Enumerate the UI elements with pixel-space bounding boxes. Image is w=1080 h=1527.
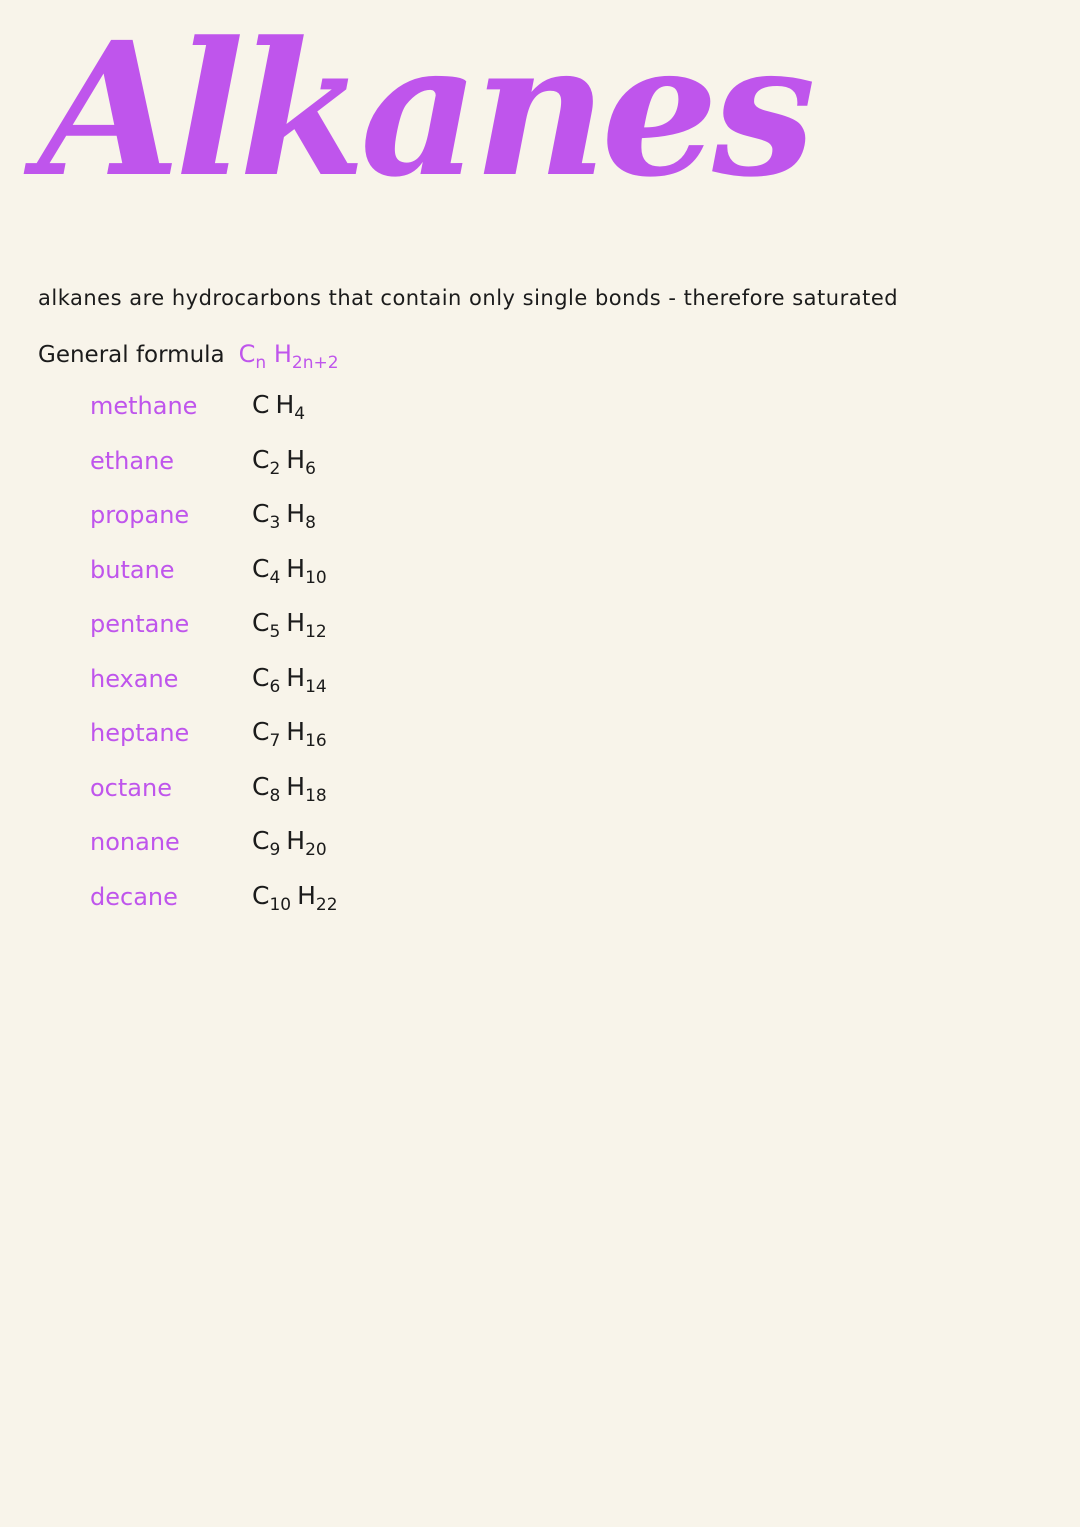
hydrogen-subscript: 8: [305, 513, 316, 533]
hydrogen-part: [286, 717, 327, 751]
alkane-formula: [252, 717, 327, 751]
alkane-name: nonane: [90, 828, 180, 856]
carbon-subscript: 6: [269, 676, 281, 697]
hydrogen-subscript: 18: [305, 785, 327, 806]
hydrogen-part: [286, 771, 327, 806]
formula-hydrogen-subscript: 2n+2: [291, 353, 339, 373]
general-formula-line: [38, 340, 339, 373]
hydrogen-part: [286, 662, 327, 697]
hydrogen-part: [286, 499, 316, 533]
alkane-formula: [252, 608, 327, 642]
carbon-subscript: 9: [269, 840, 281, 860]
alkane-name: decane: [90, 882, 178, 911]
general-formula: [238, 340, 339, 373]
hydrogen-subscript: 4: [294, 404, 306, 424]
alkane-formula: [252, 826, 327, 860]
alkane-name: butane: [90, 555, 175, 584]
carbon-symbol: C: [252, 662, 270, 692]
alkane-name: hexane: [90, 664, 179, 693]
alkane-name: methane: [90, 392, 198, 420]
general-formula-label: General formula: [38, 342, 225, 368]
alkane-name: propane: [90, 501, 190, 529]
carbon-subscript: 2: [269, 458, 281, 479]
carbon-part: [252, 444, 281, 479]
hydrogen-symbol: H: [286, 608, 306, 637]
hydrogen-subscript: 20: [305, 840, 327, 860]
alkane-name: pentane: [90, 610, 190, 638]
hydrogen-subscript: 12: [305, 622, 327, 642]
alkane-formula: [252, 881, 338, 915]
carbon-subscript: 5: [269, 622, 281, 642]
hydrogen-symbol: H: [297, 880, 316, 910]
alkane-formula: [252, 390, 305, 424]
alkane-formula: [252, 772, 327, 806]
carbon-subscript: 4: [269, 567, 281, 588]
hydrogen-subscript: 22: [315, 894, 338, 915]
hydrogen-symbol: H: [286, 662, 306, 692]
hydrogen-part: [275, 390, 306, 424]
hydrogen-symbol: H: [286, 444, 306, 474]
carbon-part: [252, 553, 281, 588]
hydrogen-subscript: 10: [305, 567, 327, 588]
hydrogen-symbol: H: [286, 771, 306, 801]
carbon-part: [252, 662, 281, 697]
formula-carbon: C: [238, 340, 256, 368]
carbon-symbol: C: [252, 608, 270, 637]
formula-hydrogen: H: [273, 340, 292, 368]
alkane-name: heptane: [90, 719, 190, 747]
carbon-part: [252, 717, 281, 751]
hydrogen-subscript: 14: [305, 676, 327, 697]
hydrogen-subscript: 6: [305, 458, 316, 479]
carbon-subscript: 7: [269, 731, 281, 751]
carbon-part: [252, 608, 281, 642]
hydrogen-symbol: H: [286, 717, 306, 746]
alkane-formula: [252, 663, 327, 697]
hydrogen-symbol: H: [275, 390, 295, 419]
alkane-formula: [252, 554, 327, 588]
carbon-symbol: C: [252, 499, 270, 528]
carbon-part: [252, 771, 281, 806]
hydrogen-part: [286, 444, 316, 479]
formula-carbon-subscript: n: [255, 353, 267, 373]
carbon-symbol: C: [252, 826, 270, 855]
carbon-subscript: 8: [269, 785, 281, 806]
carbon-symbol: C: [252, 390, 270, 419]
hydrogen-part: [286, 826, 327, 860]
intro-text: alkanes are hydrocarbons that contain only single bonds - therefore saturated: [38, 286, 899, 310]
hydrogen-subscript: 16: [305, 731, 327, 751]
hydrogen-part: [286, 553, 327, 588]
carbon-part: [252, 390, 269, 419]
carbon-symbol: C: [252, 717, 270, 746]
carbon-part: [252, 880, 292, 915]
carbon-part: [252, 826, 281, 860]
page-title: Alkanes: [38, 2, 810, 218]
carbon-symbol: C: [252, 553, 270, 583]
hydrogen-part: [286, 608, 327, 642]
carbon-symbol: C: [252, 880, 270, 910]
carbon-subscript: 10: [269, 894, 292, 915]
hydrogen-symbol: H: [286, 826, 306, 855]
carbon-subscript: 3: [269, 513, 281, 533]
carbon-part: [252, 499, 281, 533]
alkane-name: ethane: [90, 446, 175, 475]
hydrogen-part: [297, 880, 338, 915]
alkane-name: octane: [90, 773, 172, 802]
carbon-symbol: C: [252, 771, 270, 801]
carbon-symbol: C: [252, 444, 270, 474]
alkane-formula: [252, 445, 316, 479]
hydrogen-symbol: H: [286, 499, 306, 528]
alkane-formula: [252, 499, 316, 533]
hydrogen-symbol: H: [286, 553, 306, 583]
